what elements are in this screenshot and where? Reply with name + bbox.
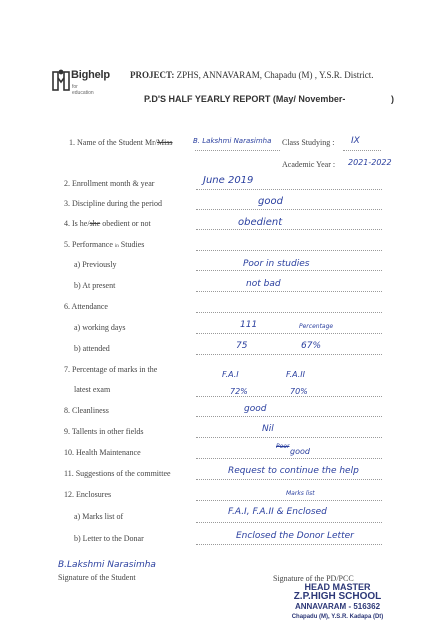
marks-dots	[196, 396, 382, 397]
pd-signature-label: Signature of the PD/PCC	[273, 574, 354, 583]
attended-value: 75	[236, 341, 248, 351]
marks-list-value: F.A.I, F.A.II & Enclosed	[228, 507, 327, 517]
report-title-text: P.D'S HALF YEARLY REPORT (May/ November-	[144, 94, 346, 104]
marks-list-dots	[196, 522, 382, 523]
working-days-label: a) working days	[74, 323, 126, 332]
project-line	[130, 70, 374, 80]
headmaster-stamp	[275, 582, 400, 622]
stamp-line2: Z.P.HIGH SCHOOL	[293, 591, 382, 602]
obedient-label-b: obedient or not	[102, 219, 151, 228]
student-name-struck: Miss	[156, 138, 173, 147]
student-signature: B.Lakshmi Narasimha	[58, 560, 156, 570]
cleanliness-value: good	[244, 404, 267, 414]
academic-year-value: 2021-2022	[348, 158, 392, 167]
fa2-label: F.A.II	[286, 370, 305, 379]
class-dots	[343, 150, 381, 151]
attendance-label: 6. Attendance	[64, 302, 108, 311]
performance-label-a: 5. Performance	[64, 240, 113, 249]
fa1-label: F.A.I	[222, 370, 239, 379]
enrollment-label: 2. Enrollment month & year	[64, 179, 155, 188]
report-title	[144, 94, 394, 104]
performance-label	[64, 240, 144, 249]
stamp-line3: ANNAVARAM - 516362	[294, 602, 381, 611]
bighelp-logo	[52, 66, 110, 98]
class-studying-value: IX	[351, 136, 360, 146]
working-days-value: 111	[240, 320, 258, 330]
health-dots	[196, 458, 382, 459]
at-present-value: not bad	[246, 279, 281, 289]
obedient-dots	[196, 229, 382, 230]
student-name-value: B. Lakshmi Narasimha	[193, 137, 272, 145]
project-value: ZPHS, ANNAVARAM, Chapadu (M) , Y.S.R. District.	[176, 70, 374, 80]
working-days-note: Percentage	[299, 323, 334, 330]
enrollment-dots	[196, 189, 382, 190]
marks-label-line1: 7. Percentage of marks in the	[64, 365, 158, 374]
cleanliness-dots	[196, 416, 382, 417]
report-title-close: )	[391, 94, 394, 104]
discipline-value: good	[258, 196, 283, 207]
at-present-label: b) At present	[74, 281, 116, 290]
attended-percent: 67%	[301, 341, 322, 351]
enclosures-label: 12. Enclosures	[64, 490, 112, 499]
marks-list-note: Marks list	[286, 490, 315, 497]
health-value-struck: Poor	[276, 443, 290, 450]
discipline-dots	[196, 209, 382, 210]
talents-value: Nil	[262, 424, 274, 434]
fa1-value: 72%	[230, 387, 248, 396]
obedient-label	[64, 219, 151, 228]
previously-value: Poor in studies	[243, 259, 310, 269]
discipline-label: 3. Discipline during the period	[64, 199, 162, 208]
obedient-label-a: 4. Is he/	[64, 219, 90, 228]
talents-label: 9. Tallents in other fields	[64, 427, 144, 436]
project-label: PROJECT:	[130, 70, 175, 80]
logo-figure-icon	[52, 66, 70, 92]
marks-list-label: a) Marks list of	[74, 512, 124, 521]
health-label: 10. Health Maintenance	[64, 448, 141, 457]
class-studying-label: Class Studying :	[282, 138, 335, 147]
suggestions-dots	[196, 479, 382, 480]
enclosures-dots	[196, 500, 382, 501]
stamp-line4: Chapadu (M), Y.S.R. Kadapa (Dt)	[291, 614, 384, 620]
student-name-label	[69, 138, 173, 147]
academic-year-label: Academic Year :	[282, 160, 336, 169]
marks-label-line2: latest exam	[74, 385, 111, 394]
talents-dots	[196, 437, 382, 438]
previously-dots	[196, 270, 382, 271]
letter-label: b) Letter to the Donar	[74, 534, 144, 543]
suggestions-label: 11. Suggestions of the committee	[64, 469, 171, 478]
health-value: good	[290, 447, 310, 456]
student-signature-label: Signature of the Student	[58, 573, 136, 582]
previously-label: a) Previously	[74, 260, 117, 269]
attended-label: b) attended	[74, 344, 110, 353]
attended-dots	[196, 354, 382, 355]
obedient-label-struck: she	[89, 219, 101, 228]
fa2-value: 70%	[290, 387, 308, 396]
letter-dots	[196, 544, 382, 545]
student-name-prefix: 1. Name of the Student Mr/	[69, 138, 157, 147]
performance-label-b: Studies	[120, 240, 145, 249]
attendance-dots	[196, 312, 382, 313]
working-days-dots	[196, 333, 382, 334]
enrollment-value: June 2019	[203, 175, 254, 186]
cleanliness-label: 8. Cleanliness	[64, 406, 109, 415]
obedient-value: obedient	[238, 217, 283, 228]
letter-value: Enclosed the Donor Letter	[236, 531, 354, 541]
stamp-line1: HEAD MASTER	[304, 582, 371, 592]
brand-tagline: for education	[72, 84, 94, 96]
suggestions-value: Request to continue the help	[228, 466, 359, 476]
at-present-dots	[196, 291, 382, 292]
performance-dots	[196, 250, 382, 251]
performance-label-small: in	[114, 244, 119, 249]
brand-name: Bighelp	[71, 69, 110, 81]
name-dots	[195, 150, 280, 151]
